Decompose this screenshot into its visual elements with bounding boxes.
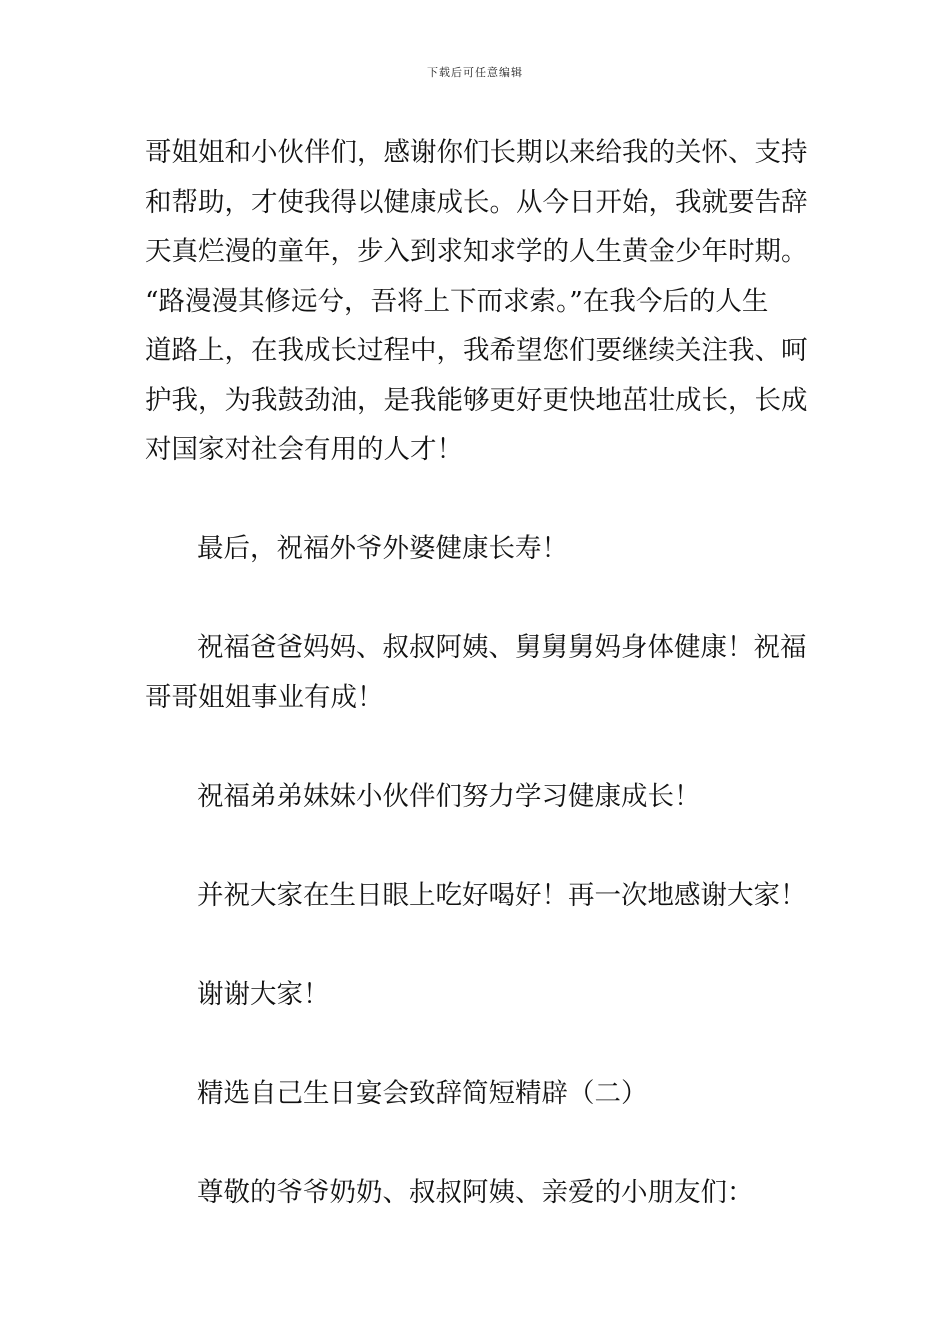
paragraph-line: 护我，为我鼓劲油，是我能够更好更快地茁壮成长，长成: [145, 384, 808, 416]
greeting-line: 尊敬的爷爷奶奶、叔叔阿姨、亲爱的小朋友们：: [197, 1176, 754, 1208]
paragraph-line: 哥姐姐和小伙伴们，感谢你们长期以来给我的关怀、支持: [145, 137, 808, 168]
document-body: [145, 128, 811, 1217]
paragraph-line: 祝福爸爸妈妈、叔叔阿姨、舅舅舅妈身体健康！祝福: [197, 632, 807, 663]
paragraph-thanks: 并祝大家在生日眼上吃好喝好！再一次地感谢大家！: [197, 879, 807, 911]
paragraph-line: 对国家对社会有用的人才！: [145, 434, 463, 465]
paragraph-gap: [145, 722, 811, 772]
page-header-note: 下载后可任意编辑: [427, 66, 523, 79]
paragraph-line: 道路上，在我成长过程中，我希望您们要继续关注我、呵: [145, 335, 808, 366]
paragraph-blessing-grandparents: 最后，祝福外爷外婆健康长寿！: [197, 533, 568, 564]
paragraph-gap: [145, 1019, 811, 1069]
paragraph-gap: [145, 574, 811, 624]
paragraph-gap: [145, 475, 811, 525]
paragraph-gap: [145, 1118, 811, 1168]
paragraph-blessing-siblings: 祝福弟弟妹妹小伙伴们努力学习健康成长！: [197, 780, 701, 812]
paragraph-line: 和帮助，才使我得以健康成长。从今日开始，我就要告辞: [145, 186, 808, 218]
section-title: 精选自己生日宴会致辞简短精辟（二）: [197, 1077, 648, 1109]
paragraph-closing: 谢谢大家！: [197, 978, 330, 1010]
paragraph-gap: [145, 821, 811, 871]
paragraph-line: 哥哥姐姐事业有成！: [145, 681, 384, 713]
paragraph-gap: [145, 920, 811, 970]
paragraph-line: “路漫漫其修远兮，吾将上下而求索。”在我今后的人生: [145, 285, 769, 317]
paragraph-line: 天真烂漫的童年，步入到求知求学的人生黄金少年时期。: [145, 236, 808, 267]
